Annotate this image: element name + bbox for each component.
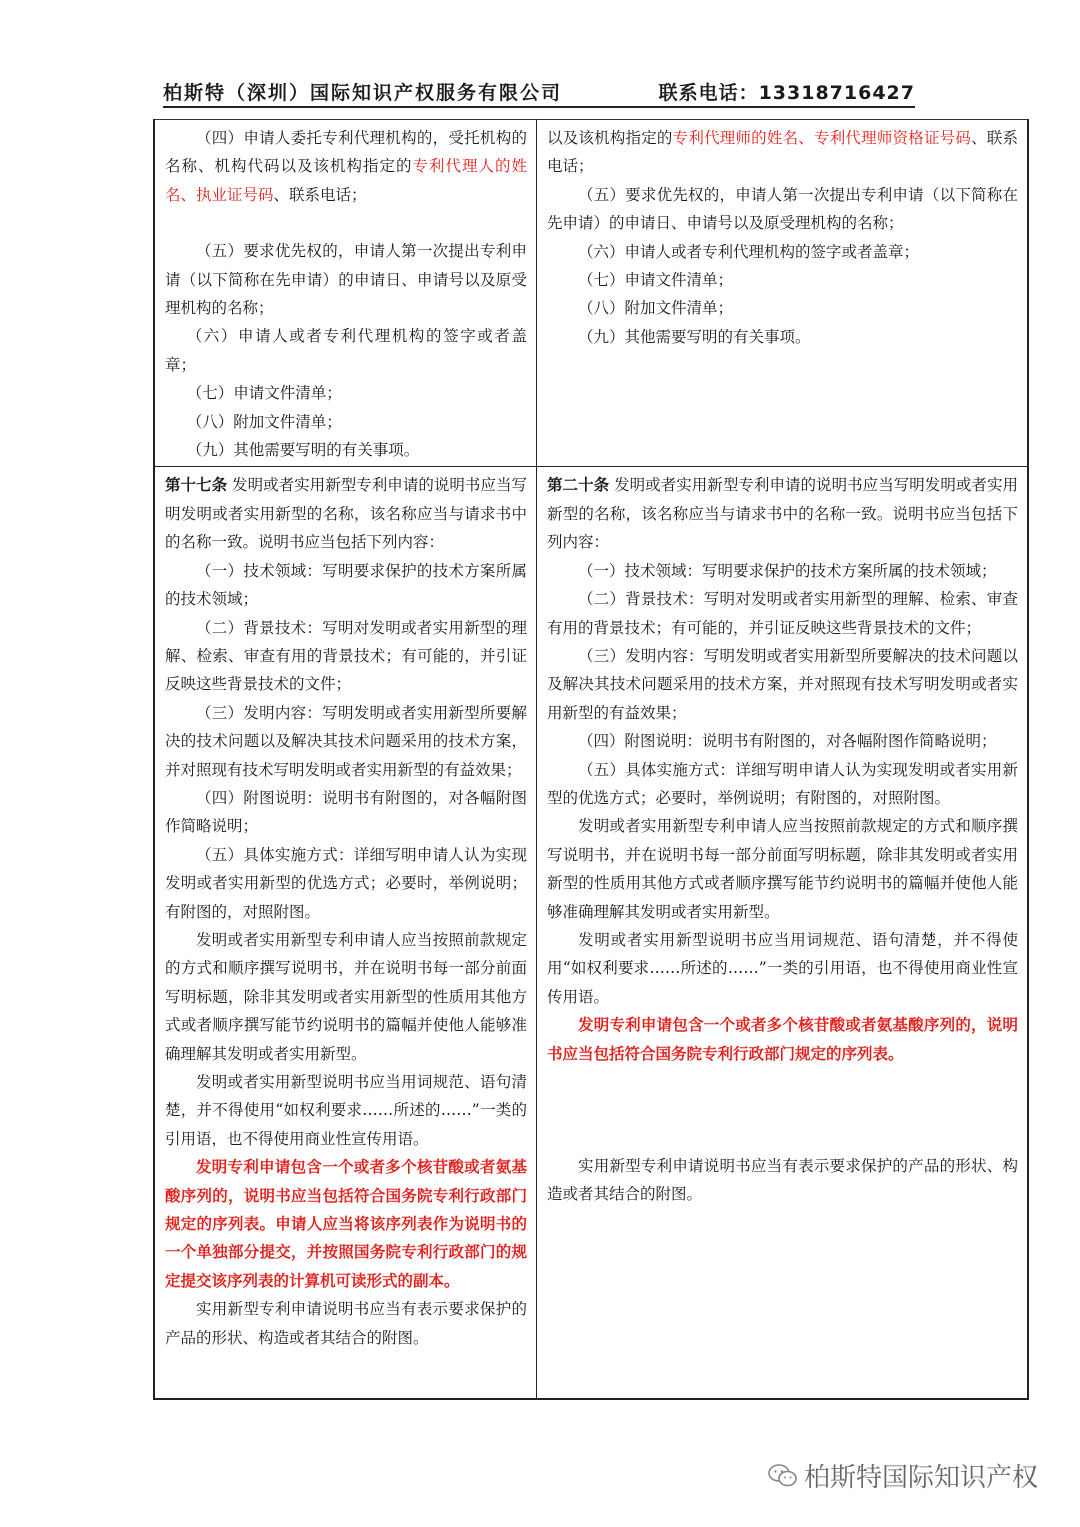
highlight-text: 专利代理人的姓名、执业证号码	[165, 157, 527, 204]
item-1: （一）技术领域：写明要求保护的技术方案所属的技术领域；	[165, 561, 527, 609]
item-5: （五）要求优先权的，申请人第一次提出专利申请（以下简称在先申请）的申请日、申请号以及原受理机构的名称；	[547, 185, 1018, 233]
item-1: （一）技术领域：写明要求保护的技术方案所属的技术领域；	[578, 561, 997, 580]
paragraph-4: 实用新型专利申请说明书应当有表示要求保护的产品的形状、构造或者其结合的附图。	[165, 1300, 527, 1347]
item-3: （三）发明内容：写明发明或者实用新型所要解决的技术问题以及解决其技术问题采用的技术方案，并对照现有技术写明发明或者实用新型的有益效果；	[547, 646, 1018, 722]
new-text-cell	[537, 120, 1029, 467]
company-name: 柏斯特（深圳）国际知识产权服务有限公司	[163, 82, 563, 104]
highlight-text: 专利代理师的姓名、专利代理师资格证号码	[672, 129, 972, 147]
paragraph-1: 发明或者实用新型专利申请人应当按照前款规定的方式和顺序撰写说明书，并在说明书每一部分前面写明标题，除非其发明或者实用新型的性质用其他方式或者顺序撰写能节约说明书的篇幅并使他人能够准确理解其发明或者实用新型。	[547, 817, 1018, 921]
spacer	[547, 1068, 1018, 1152]
paragraph-3-highlight: 发明专利申请包含一个或者多个核苷酸或者氨基酸序列的，说明书应当包括符合国务院专利行政部门规定的序列表。申请人应当将该序列表作为说明书的一个单独部分提交，并按照国务院专利行政部门的规定提交该序列表的计算机可读形式的副本。	[165, 1157, 527, 1290]
paragraph-1: 发明或者实用新型专利申请人应当按照前款规定的方式和顺序撰写说明书，并在说明书每一部分前面写明标题，除非其发明或者实用新型的性质用其他方式或者顺序撰写能节约说明书的篇幅并使他人能够准确理解其发明或者实用新型。	[165, 930, 527, 1063]
item-7: （七）申请文件清单；	[578, 271, 734, 290]
page-header	[163, 78, 915, 108]
item-8: （八）附加文件清单；	[578, 299, 734, 318]
item-4: （四）附图说明：说明书有附图的，对各幅附图作简略说明；	[165, 788, 527, 836]
contact-phone: 联系电话：13318716427	[658, 82, 915, 104]
new-article-20-cell	[537, 467, 1029, 1400]
paragraph-4: 实用新型专利申请说明书应当有表示要求保护的产品的形状、构造或者其结合的附图。	[547, 1157, 1018, 1204]
spacer	[165, 209, 527, 237]
watermark	[768, 1457, 1038, 1497]
item-3: （三）发明内容：写明发明或者实用新型所要解决的技术问题以及解决其技术问题采用的技术方案，并对照现有技术写明发明或者实用新型的有益效果；	[165, 703, 527, 779]
item-6: （六）申请人或者专利代理机构的签字或者盖章；	[165, 327, 527, 374]
wechat-icon	[768, 1463, 798, 1489]
paragraph-3-highlight: 发明专利申请包含一个或者多个核苷酸或者氨基酸序列的，说明书应当包括符合国务院专利行政部门规定的序列表。	[547, 1015, 1018, 1063]
item-9: （九）其他需要写明的有关事项。	[578, 327, 811, 346]
item-2: （二）背景技术：写明对发明或者实用新型的理解、检索、审查有用的背景技术；有可能的，并引证反映这些背景技术的文件；	[165, 618, 527, 694]
old-article-17-cell	[154, 467, 537, 1400]
item-7: （七）申请文件清单；	[186, 384, 342, 403]
old-text-cell	[154, 120, 537, 467]
item-8: （八）附加文件清单；	[186, 412, 342, 431]
item-4-continued: 以及该机构指定的专利代理师的姓名、专利代理师资格证号码、联系电话；	[547, 129, 1018, 176]
item-5: （五）具体实施方式：详细写明申请人认为实现发明或者实用新型的优选方式；必要时，举例说明；有附图的，对照附图。	[547, 760, 1018, 807]
table-row	[154, 120, 1028, 467]
table-row	[154, 467, 1028, 1400]
item-5: （五）具体实施方式：详细写明申请人认为实现发明或者实用新型的优选方式；必要时，举例说明；有附图的，对照附图。	[165, 845, 527, 921]
item-4: （四）申请人委托专利代理机构的，受托机构的名称、机构代码以及该机构指定的专利代理人的姓名、执业证号码、联系电话；	[165, 129, 527, 204]
paragraph-2: 发明或者实用新型说明书应当用词规范、语句清楚，并不得使用“如权利要求……所述的……”一类的引用语，也不得使用商业性宣传用语。	[165, 1073, 527, 1148]
item-5: （五）要求优先权的，申请人第一次提出专利申请（以下简称在先申请）的申请日、申请号以及原受理机构的名称；	[165, 242, 527, 318]
paragraph-2: 发明或者实用新型说明书应当用词规范、语句清楚，并不得使用“如权利要求……所述的……”一类的引用语，也不得使用商业性宣传用语。	[547, 930, 1018, 1006]
comparison-table	[153, 119, 1029, 1400]
article-intro: 第二十条 发明或者实用新型专利申请的说明书应当写明发明或者实用新型的名称，该名称应当与请求书中的名称一致。说明书应当包括下列内容：	[547, 475, 1018, 552]
article-intro: 第十七条 发明或者实用新型专利申请的说明书应当写明发明或者实用新型的名称，该名称应当与请求书中的名称一致。说明书应当包括下列内容：	[165, 475, 527, 552]
item-4: （四）附图说明：说明书有附图的，对各幅附图作简略说明；	[578, 732, 997, 751]
item-2: （二）背景技术：写明对发明或者实用新型的理解、检索、审查有用的背景技术；有可能的，并引证反映这些背景技术的文件；	[547, 590, 1018, 637]
article-label: 第二十条	[547, 475, 610, 495]
watermark-text: 柏斯特国际知识产权	[804, 1463, 1039, 1493]
item-6: （六）申请人或者专利代理机构的签字或者盖章；	[578, 242, 920, 261]
item-9: （九）其他需要写明的有关事项。	[186, 441, 420, 460]
article-label: 第十七条	[165, 475, 228, 495]
